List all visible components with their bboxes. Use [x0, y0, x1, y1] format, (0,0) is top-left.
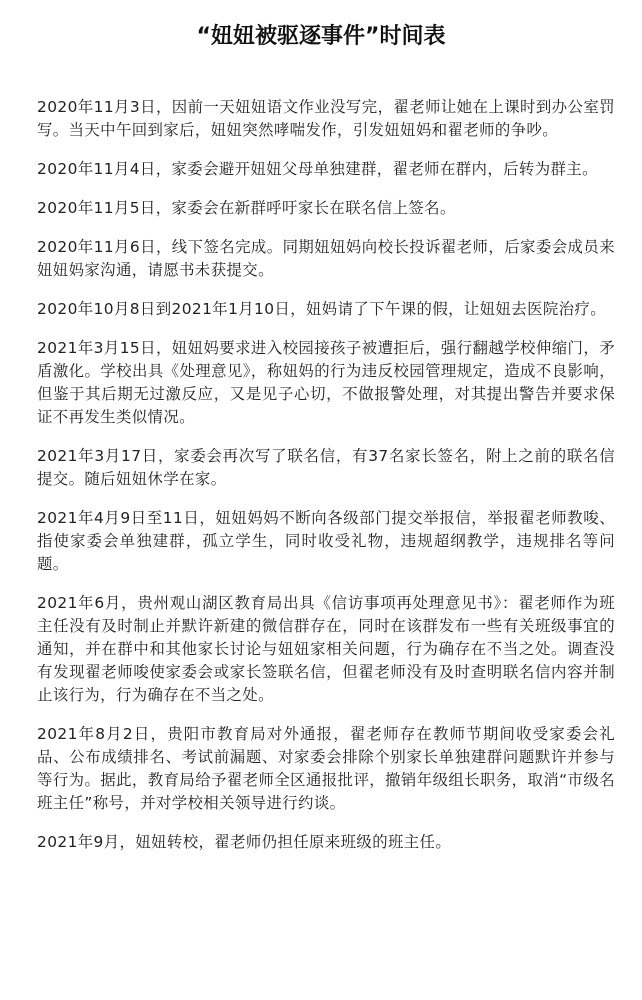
- document-title: “妞妞被驱逐事件”时间表: [196, 24, 446, 49]
- timeline-entry: 2020年11月4日，家委会避开妞妞父母单独建群，翟老师在群内，后转为群主。: [37, 160, 598, 178]
- timeline-entry: 2021年3月17日，家委会再次写了联名信，有37名家长签名，附上之前的联名信提交。随后妞妞休学在家。: [37, 447, 615, 488]
- timeline-entry: 2020年11月3日，因前一天妞妞语文作业没写完，翟老师让她在上课时到办公室罚写。当天中午回到家后，妞妞突然哮喘发作，引发妞妞妈和翟老师的争吵。: [37, 98, 615, 139]
- timeline-entry: 2020年11月5日，家委会在新群呼吁家长在联名信上签名。: [37, 199, 456, 217]
- timeline-entry: 2021年6月，贵州观山湖区教育局出具《信访事项再处理意见书》：翟老师作为班主任没有及时制止并默许新建的微信群存在，同时在该群发布一些有关班级事宜的通知，并在群中和其他家长讨论与妞妞家相关问题，行为确存在不当之处。调查没有发现翟老师唆使家委会或家长签联名信，但翟老师没有及时查明联名信内容并制止该行为，行为确存在不当之处。: [37, 594, 615, 704]
- timeline-entry: 2020年11月6日，线下签名完成。同期妞妞妈向校长投诉翟老师，后家委会成员来妞妞妈家沟通，请愿书未获提交。: [37, 238, 615, 279]
- timeline-entry: 2021年8月2日，贵阳市教育局对外通报，翟老师存在教师节期间收受家委会礼品、公布成绩排名、考试前漏题、对家委会排除个别家长单独建群问题默许并参与等行为。据此，教育局给予翟老师全区通报批评，撤销年级组长职务，取消“市级名班主任”称号，并对学校相关领导进行约谈。: [37, 725, 615, 812]
- timeline-entry: 2021年9月，妞妞转校，翟老师仍担任原来班级的班主任。: [37, 833, 452, 851]
- timeline-entry: 2021年3月15日，妞妞妈要求进入校园接孩子被遭拒后，强行翻越学校伸缩门，矛盾激化。学校出具《处理意见》，称妞妈的行为违反校园管理规定，造成不良影响，但鉴于其后期无过激反应，又是见子心切，不做报警处理，对其提出警告并要求保证不再发生类似情况。: [37, 339, 615, 426]
- timeline-entry: 2021年4月9日至11日，妞妞妈妈不断向各级部门提交举报信，举报翟老师教唆、指使家委会单独建群，孤立学生，同时收受礼物，违规超纲教学，违规排名等问题。: [37, 509, 615, 573]
- timeline-entry: 2020年10月8日到2021年1月10日，妞妈请了下午课的假，让妞妞去医院治疗。: [37, 300, 607, 318]
- timeline-entries: [37, 96, 615, 870]
